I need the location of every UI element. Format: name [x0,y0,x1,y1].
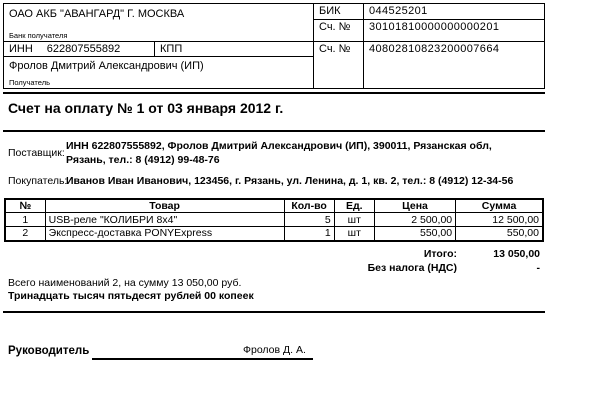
supplier-value-line1: ИНН 622807555892, Фролов Дмитрий Александрович (ИП), 390011, Рязанская обл, [66,140,492,152]
corr-account-value: 30101810000000000201 [369,21,500,33]
title-bottom-rule [3,130,545,132]
inn-value: 622807555892 [46,43,121,55]
total-label: Итого: [423,248,457,260]
supplier-row [8,139,548,167]
cell-amount: 12 500,00 [456,213,543,227]
table-row [5,227,543,241]
account-label: Сч. № [314,42,364,88]
bank-requisites-table [3,3,545,89]
cell-price: 2 500,00 [374,213,455,227]
bank-name-cell [4,4,313,42]
account-value: 40802810823200007664 [369,43,500,55]
cell-quantity: 1 [284,227,334,241]
supplier-value-line2: Рязань, тел.: 8 (4912) 99-48-76 [66,154,220,166]
recipient-name: Фролов Дмитрий Александрович (ИП) [9,60,204,72]
cell-unit: шт [334,227,374,241]
buyer-label: Покупатель: [8,175,68,187]
total-value: 13 050,00 [493,248,540,260]
cell-amount: 550,00 [456,227,543,241]
cell-product: USB-реле "КОЛИБРИ 8x4" [45,213,284,227]
supplier-value [66,139,492,167]
corr-account-label: Сч. № [314,20,364,41]
bank-table-right-column [314,4,544,88]
inn-label: ИНН [9,43,33,55]
items-table [4,198,544,242]
col-header-price: Цена [374,199,455,213]
col-header-unit: Ед. [334,199,374,213]
invoice-title: Счет на оплату № 1 от 03 января 2012 г. [8,100,284,116]
buyer-row [8,174,548,188]
signature-role-label: Руководитель [8,345,90,357]
bank-name: ОАО АКБ "АВАНГАРД" Г. МОСКВА [9,8,185,20]
summary-rule [3,311,545,313]
signature-line [92,358,313,360]
bank-label: Банк получателя [9,31,68,40]
bik-label: БИК [314,4,364,19]
cell-price: 550,00 [374,227,455,241]
table-row [5,213,543,227]
tax-label: Без налога (НДС) [367,262,457,274]
kpp-label: КПП [160,43,183,55]
col-header-amount: Сумма [456,199,543,213]
cell-number: 2 [5,227,45,241]
tax-value: - [536,262,540,274]
col-header-product: Товар [45,199,284,213]
cell-number: 1 [5,213,45,227]
recipient-cell [4,57,313,88]
recipient-label: Получатель [9,78,50,87]
cell-quantity: 5 [284,213,334,227]
cell-unit: шт [334,213,374,227]
inn-kpp-row [4,42,313,57]
title-top-rule [3,92,545,94]
cell-product: Экспресс-доставка PONYExpress [45,227,284,241]
amount-in-words: Тринадцать тысяч пятьдесят рублей 00 копеек [8,290,254,302]
supplier-label: Поставщик: [8,147,65,159]
account-row [314,42,544,88]
bank-table-left-column [4,4,314,88]
col-header-quantity: Кол-во [284,199,334,213]
bik-row [314,4,544,20]
items-header-row [5,199,543,213]
kpp-cell [155,42,313,56]
items-count-line: Всего наименований 2, на сумму 13 050,00 руб. [8,277,242,289]
signature-name: Фролов Д. А. [243,344,306,356]
buyer-value: Иванов Иван Иванович, 123456, г. Рязань, ул. Ленина, д. 1, кв. 2, тел.: 8 (4912) 12-34-56 [66,175,514,187]
inn-cell [4,42,155,56]
col-header-number: № [5,199,45,213]
bik-value: 044525201 [369,5,428,17]
corr-account-row [314,20,544,42]
